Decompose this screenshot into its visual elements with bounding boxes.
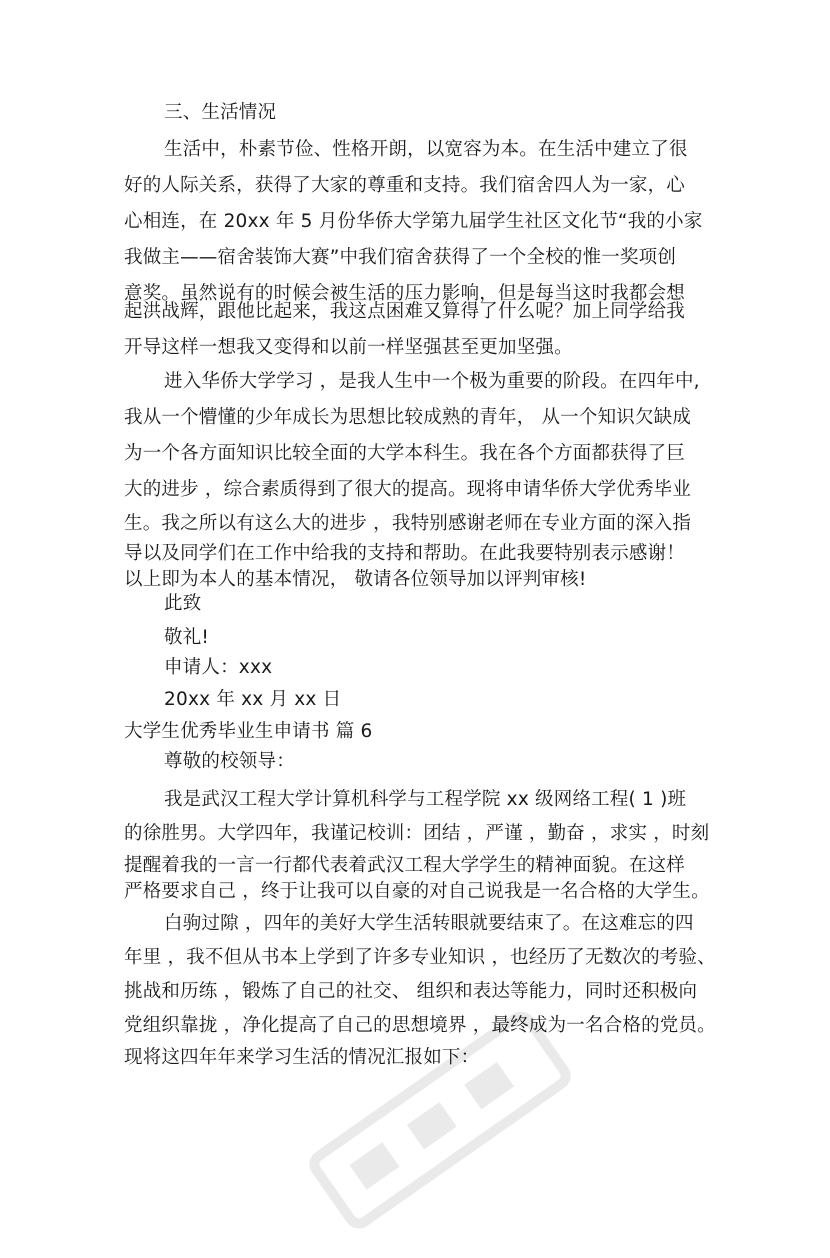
- section-title: 三、生活情况: [164, 102, 277, 123]
- paragraph-line: 年里 ，我不但从书本上学到了许多专业知识 ，也经历了无数次的考验、: [124, 947, 716, 968]
- paragraph-line: 挑战和历练 ，锻炼了自己的社交、 组织和表达等能力，同时还积极向: [124, 981, 698, 1002]
- paragraph-line: 生活中，朴素节俭、性格开朗，以宽容为本。在生活中建立了很: [164, 139, 688, 160]
- paragraph-line: 大的进步 ，综合素质得到了很大的提高。现将申请华侨大学优秀毕业: [124, 479, 692, 500]
- paragraph-line: 意奖。虽然说有的时候会被生活的压力影响，但是每当这时我都会想: [124, 283, 686, 304]
- paragraph-line: 党组织靠拢 ，净化提高了自己的思想境界 ，最终成为一名合格的党员。: [124, 1015, 716, 1036]
- paragraph-line: 我做主——宿舍装饰大赛”中我们宿舍获得了一个全校的惟一奖项创: [124, 247, 677, 268]
- paragraph-line: 导以及同学们在工作中给我的支持和帮助。在此我要特别表示感谢！: [124, 543, 686, 564]
- paragraph-line: 白驹过隙 ，四年的美好大学生活转眼就要结束了。在这难忘的四: [164, 913, 694, 934]
- article-title: 大学生优秀毕业生申请书 篇 6: [124, 721, 373, 742]
- paragraph-line: 生。我之所以有这么大的进步 ，我特别感谢老师在专业方面的深入指: [124, 513, 692, 534]
- salutation: 尊敬的校领导：: [164, 751, 295, 772]
- paragraph-line: 起洪战辉，跟他比起来，我这点困难又算得了什么呢？加上同学给我: [124, 301, 686, 322]
- closing-jingli: 敬礼!: [164, 627, 210, 648]
- paragraph-line: 严格要求自己 ，终于让我可以自豪的对自己说我是一名合格的大学生。: [124, 881, 710, 902]
- closing-cizhi: 此致: [164, 593, 202, 614]
- application-date: 20xx 年 xx 月 xx 日: [164, 689, 342, 710]
- paragraph-line: 以上即为本人的基本情况， 敬请各位领导加以评判审核!: [124, 569, 587, 590]
- paragraph-line: 我从一个懵懂的少年成长为思想比较成熟的青年， 从一个知识欠缺成: [124, 407, 692, 428]
- paragraph-line: 进入华侨大学学习 ，是我人生中一个极为重要的阶段。在四年中,: [164, 371, 700, 392]
- paragraph-line: 的徐胜男。大学四年，我谨记校训：团结 ，严谨 ，勤奋 ，求实 ，时刻: [124, 823, 710, 844]
- paragraph-line: 心相连，在 20xx 年 5 月份华侨大学第九届学生社区文化节“我的小家: [124, 211, 703, 232]
- paragraph-line: 好的人际关系，获得了大家的尊重和支持。我们宿舍四人为一家，心: [124, 175, 686, 196]
- applicant-name: 申请人：xxx: [164, 657, 273, 678]
- paragraph-line: 提醒着我的一言一行都代表着武汉工程大学学生的精神面貌。在这样: [124, 855, 686, 876]
- paragraph-line: 现将这四年年来学习生活的情况汇报如下：: [124, 1047, 480, 1068]
- paragraph-line: 开导这样一想我又变得和以前一样坚强甚至更加坚强。: [124, 337, 573, 358]
- paragraph-line: 我是武汉工程大学计算机科学与工程学院 xx 级网络工程( 1 )班: [164, 789, 687, 810]
- paragraph-line: 为一个各方面知识比较全面的大学本科生。我在各个方面都获得了巨: [124, 443, 686, 464]
